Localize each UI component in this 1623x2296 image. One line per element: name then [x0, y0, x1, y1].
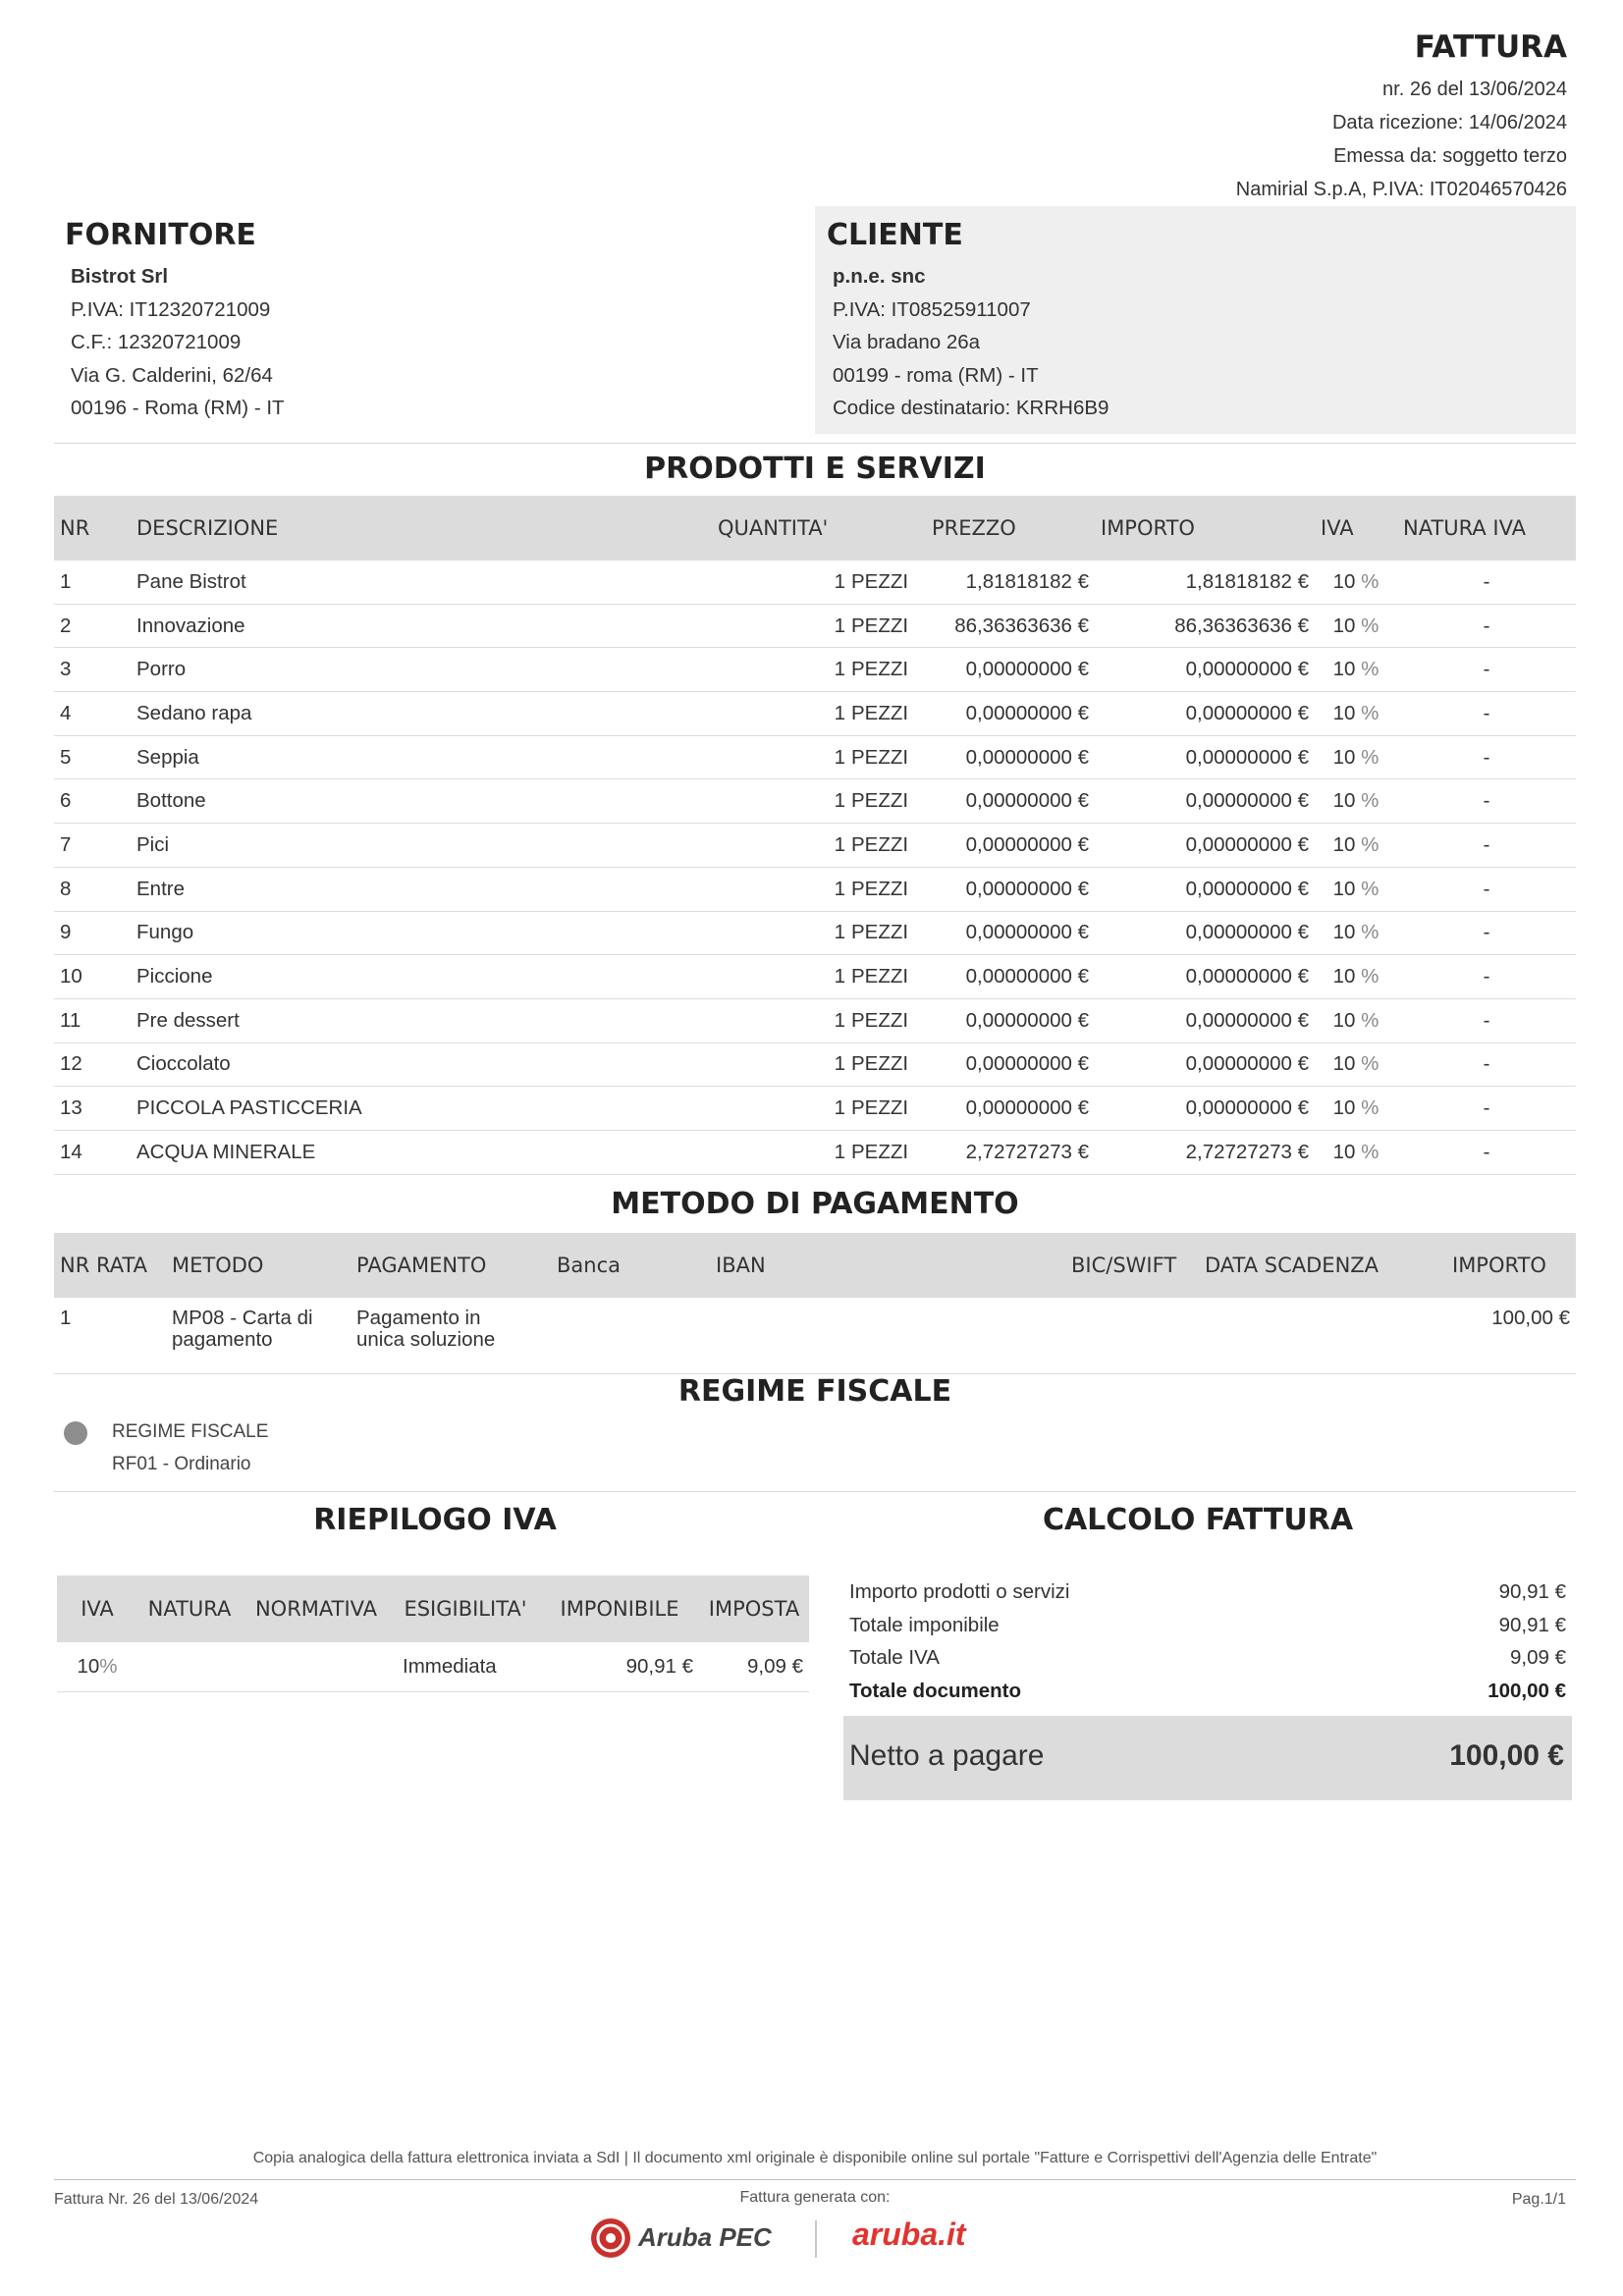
payment-row	[54, 1298, 1576, 1374]
col-vat-imponibile: IMPONIBILE	[540, 1575, 699, 1642]
col-amount: IMPORTO	[1095, 496, 1315, 561]
product-iva-value: 10	[1332, 1008, 1356, 1032]
product-iva-value: 10	[1332, 965, 1356, 988]
product-iva	[1315, 561, 1397, 604]
product-nr: 10	[54, 955, 131, 999]
invoice-header	[880, 29, 1567, 206]
product-iva-percent: %	[1361, 745, 1380, 769]
footer-generated-with: Fattura generata con:	[739, 2189, 891, 2206]
calc-row	[849, 1575, 1566, 1609]
invoice-issued-by: Emessa da: soggetto terzo	[1333, 145, 1567, 167]
product-iva-percent: %	[1361, 1008, 1380, 1032]
product-unit: PEZZI	[845, 648, 926, 692]
product-description: Cioccolato	[131, 1042, 712, 1087]
payment-bank	[551, 1298, 710, 1374]
product-description: Innovazione	[131, 604, 712, 648]
calc-row-value: 9,09 €	[1510, 1646, 1566, 1669]
product-natura-iva: -	[1397, 648, 1576, 692]
product-natura-iva: -	[1397, 692, 1576, 736]
product-iva-value: 10	[1332, 701, 1356, 724]
product-iva	[1315, 779, 1397, 824]
product-amount: 0,00000000 €	[1095, 955, 1315, 999]
supplier-tax-code: C.F.: 12320721009	[71, 331, 242, 353]
calc-row-value: 90,91 €	[1498, 1613, 1566, 1636]
product-natura-iva: -	[1397, 955, 1576, 999]
product-nr: 13	[54, 1087, 131, 1131]
product-amount: 1,81818182 €	[1095, 561, 1315, 604]
product-quantity: 1	[712, 779, 845, 824]
product-nr: 5	[54, 735, 131, 779]
product-price: 0,00000000 €	[926, 735, 1095, 779]
col-iban: IBAN	[710, 1233, 1065, 1298]
product-iva-percent: %	[1361, 832, 1380, 856]
product-iva-value: 10	[1332, 832, 1356, 856]
product-price: 86,36363636 €	[926, 604, 1095, 648]
col-description: DESCRIZIONE	[131, 496, 712, 561]
supplier-vat: P.IVA: IT12320721009	[71, 297, 271, 321]
product-price: 2,72727273 €	[926, 1130, 1095, 1174]
product-row	[54, 604, 1576, 648]
product-quantity: 1	[712, 561, 845, 604]
col-iva: IVA	[1315, 496, 1397, 561]
vat-esigibilita: Immediata	[391, 1642, 540, 1692]
product-quantity: 1	[712, 1130, 845, 1174]
product-natura-iva: -	[1397, 998, 1576, 1042]
product-amount: 0,00000000 €	[1095, 1042, 1315, 1087]
product-iva-percent: %	[1361, 658, 1380, 681]
calc-row-value: 90,91 €	[1498, 1580, 1566, 1603]
payment-method	[166, 1298, 351, 1374]
product-natura-iva: -	[1397, 779, 1576, 824]
product-iva-percent: %	[1361, 965, 1380, 988]
product-iva	[1315, 911, 1397, 955]
col-quantity: QUANTITA'	[712, 496, 845, 561]
invoice-calc-title: CALCOLO FATTURA	[1042, 1503, 1354, 1537]
net-to-pay-label: Netto a pagare	[849, 1739, 1045, 1772]
product-nr: 1	[54, 561, 131, 604]
col-payment-amount: IMPORTO	[1446, 1233, 1576, 1298]
vat-summary-row	[57, 1642, 809, 1692]
supplier-name: Bistrot Srl	[71, 265, 169, 288]
product-description: Porro	[131, 648, 712, 692]
col-bic: BIC/SWIFT	[1065, 1233, 1199, 1298]
product-description: Seppia	[131, 735, 712, 779]
col-rate-nr: NR RATA	[54, 1233, 166, 1298]
product-amount: 0,00000000 €	[1095, 735, 1315, 779]
product-iva-percent: %	[1361, 877, 1380, 900]
product-row	[54, 779, 1576, 824]
products-table	[54, 496, 1576, 1175]
col-price: PREZZO	[926, 496, 1095, 561]
client-vat: P.IVA: IT08525911007	[833, 297, 1031, 321]
invoice-number: nr. 26 del 13/06/2024	[1382, 79, 1567, 100]
product-quantity: 1	[712, 1087, 845, 1131]
product-unit: PEZZI	[845, 1087, 926, 1131]
payment-amount: 100,00 €	[1446, 1298, 1576, 1374]
calc-total-label: Totale documento	[849, 1679, 1022, 1702]
client-city: 00199 - roma (RM) - IT	[833, 363, 1039, 387]
invoice-calc-block	[849, 1575, 1566, 1707]
product-price: 0,00000000 €	[926, 911, 1095, 955]
invoice-received-date: Data ricezione: 14/06/2024	[1331, 112, 1567, 133]
aruba-pec-seal-icon	[589, 2216, 632, 2260]
calc-total-value: 100,00 €	[1488, 1679, 1566, 1702]
product-description: Pici	[131, 824, 712, 868]
product-iva-percent: %	[1361, 921, 1380, 944]
col-vat-iva: IVA	[57, 1575, 137, 1642]
product-iva-value: 10	[1332, 789, 1356, 813]
product-quantity: 1	[712, 604, 845, 648]
product-description: Sedano rapa	[131, 692, 712, 736]
product-price: 0,00000000 €	[926, 867, 1095, 911]
product-amount: 0,00000000 €	[1095, 1087, 1315, 1131]
product-unit: PEZZI	[845, 955, 926, 999]
product-amount: 86,36363636 €	[1095, 604, 1315, 648]
product-natura-iva: -	[1397, 824, 1576, 868]
product-row	[54, 998, 1576, 1042]
product-iva-value: 10	[1332, 745, 1356, 769]
product-iva-percent: %	[1361, 569, 1380, 593]
product-row	[54, 1042, 1576, 1087]
product-amount: 0,00000000 €	[1095, 692, 1315, 736]
product-iva-percent: %	[1361, 701, 1380, 724]
calc-row-label: Totale IVA	[849, 1646, 940, 1669]
product-nr: 4	[54, 692, 131, 736]
product-unit: PEZZI	[845, 867, 926, 911]
calc-total-row	[849, 1675, 1566, 1708]
product-iva-percent: %	[1361, 1052, 1380, 1076]
product-unit: PEZZI	[845, 1130, 926, 1174]
supplier-address: Via G. Calderini, 62/64	[71, 363, 273, 387]
product-quantity: 1	[712, 867, 845, 911]
col-vat-normativa: NORMATIVA	[242, 1575, 391, 1642]
col-vat-imposta: IMPOSTA	[699, 1575, 809, 1642]
product-price: 0,00000000 €	[926, 1042, 1095, 1087]
col-bank: Banca	[551, 1233, 710, 1298]
product-row	[54, 1130, 1576, 1174]
product-nr: 12	[54, 1042, 131, 1087]
product-description: ACQUA MINERALE	[131, 1130, 712, 1174]
net-to-pay-value: 100,00 €	[1449, 1739, 1564, 1772]
product-description: Pane Bistrot	[131, 561, 712, 604]
calc-row	[849, 1609, 1566, 1642]
aruba-pec-logo	[589, 2214, 795, 2263]
vat-imposta: 9,09 €	[699, 1642, 809, 1692]
client-name: p.n.e. snc	[833, 265, 926, 288]
regime-title: REGIME FISCALE	[677, 1374, 952, 1409]
col-vat-esigibilita: ESIGIBILITA'	[391, 1575, 540, 1642]
vat-summary-title: RIEPILOGO IVA	[313, 1503, 557, 1537]
payment-method-line1: MP08 - Carta di	[172, 1307, 313, 1329]
product-iva-percent: %	[1361, 1096, 1380, 1120]
payment-rate-nr: 1	[54, 1298, 166, 1374]
product-unit: PEZZI	[845, 911, 926, 955]
product-row	[54, 824, 1576, 868]
product-unit: PEZZI	[845, 692, 926, 736]
vat-normativa	[242, 1642, 391, 1692]
product-unit: PEZZI	[845, 735, 926, 779]
vat-rate-value: 10	[77, 1655, 100, 1678]
col-unit	[845, 496, 926, 561]
payment-terms	[351, 1298, 551, 1374]
footer-page-number: Pag.1/1	[1511, 2191, 1566, 2208]
divider	[54, 443, 1576, 444]
product-natura-iva: -	[1397, 1042, 1576, 1087]
product-iva	[1315, 824, 1397, 868]
product-price: 0,00000000 €	[926, 1087, 1095, 1131]
footer-note: Copia analogica della fattura elettronica inviata a SdI | Il documento xml originale è disponibile online sul portale "Fatture e Corrispettivi dell'Agenzia delle Entrate"	[252, 2150, 1378, 2166]
product-unit: PEZZI	[845, 561, 926, 604]
product-amount: 0,00000000 €	[1095, 824, 1315, 868]
product-price: 0,00000000 €	[926, 692, 1095, 736]
invoice-title: FATTURA	[1414, 29, 1567, 65]
vat-summary-table	[57, 1575, 809, 1692]
product-nr: 14	[54, 1130, 131, 1174]
supplier-city: 00196 - Roma (RM) - IT	[71, 397, 285, 419]
product-nr: 11	[54, 998, 131, 1042]
product-iva-value: 10	[1332, 658, 1356, 681]
payment-title: METODO DI PAGAMENTO	[611, 1187, 1019, 1221]
product-natura-iva: -	[1397, 867, 1576, 911]
product-iva	[1315, 604, 1397, 648]
net-to-pay-box	[843, 1716, 1572, 1800]
product-natura-iva: -	[1397, 735, 1576, 779]
vat-rate	[57, 1642, 137, 1692]
product-amount: 0,00000000 €	[1095, 867, 1315, 911]
product-iva	[1315, 1042, 1397, 1087]
product-quantity: 1	[712, 648, 845, 692]
product-nr: 8	[54, 867, 131, 911]
product-iva	[1315, 1087, 1397, 1131]
regime-label: REGIME FISCALE	[112, 1421, 269, 1442]
product-iva	[1315, 1130, 1397, 1174]
supplier-block	[65, 218, 752, 425]
product-unit: PEZZI	[845, 1042, 926, 1087]
product-iva-value: 10	[1332, 921, 1356, 944]
client-title: CLIENTE	[827, 218, 963, 252]
calc-row-label: Totale imponibile	[849, 1613, 1000, 1636]
product-unit: PEZZI	[845, 604, 926, 648]
product-iva	[1315, 648, 1397, 692]
product-quantity: 1	[712, 692, 845, 736]
product-row	[54, 867, 1576, 911]
product-nr: 2	[54, 604, 131, 648]
product-quantity: 1	[712, 824, 845, 868]
product-price: 0,00000000 €	[926, 955, 1095, 999]
product-row	[54, 1087, 1576, 1131]
footer-divider	[54, 2179, 1576, 2180]
vat-natura	[137, 1642, 242, 1692]
client-address: Via bradano 26a	[833, 331, 981, 353]
product-description: Pre dessert	[131, 998, 712, 1042]
payment-table	[54, 1233, 1576, 1374]
product-iva	[1315, 692, 1397, 736]
footer-invoice-ref: Fattura Nr. 26 del 13/06/2024	[54, 2191, 259, 2208]
product-description: Entre	[131, 867, 712, 911]
aruba-pec-text: Aruba PEC	[638, 2222, 772, 2252]
product-natura-iva: -	[1397, 561, 1576, 604]
product-iva	[1315, 735, 1397, 779]
product-iva-value: 10	[1332, 1052, 1356, 1076]
product-description: Bottone	[131, 779, 712, 824]
product-iva-value: 10	[1332, 1096, 1356, 1120]
product-iva-value: 10	[1332, 877, 1356, 900]
product-price: 1,81818182 €	[926, 561, 1095, 604]
product-natura-iva: -	[1397, 604, 1576, 648]
product-row	[54, 955, 1576, 999]
aruba-it-logo: aruba.it	[852, 2216, 966, 2252]
product-price: 0,00000000 €	[926, 779, 1095, 824]
product-natura-iva: -	[1397, 911, 1576, 955]
product-price: 0,00000000 €	[926, 998, 1095, 1042]
product-nr: 7	[54, 824, 131, 868]
logo-separator	[815, 2220, 817, 2258]
calc-row-label: Importo prodotti o servizi	[849, 1580, 1070, 1603]
product-price: 0,00000000 €	[926, 824, 1095, 868]
product-iva-value: 10	[1332, 614, 1356, 637]
payment-bic	[1065, 1298, 1199, 1374]
product-amount: 2,72727273 €	[1095, 1130, 1315, 1174]
product-quantity: 1	[712, 998, 845, 1042]
col-vat-natura: NATURA	[137, 1575, 242, 1642]
product-row	[54, 648, 1576, 692]
product-natura-iva: -	[1397, 1130, 1576, 1174]
product-iva	[1315, 955, 1397, 999]
supplier-title: FORNITORE	[65, 218, 256, 252]
payment-method-line2: pagamento	[172, 1328, 273, 1351]
product-nr: 6	[54, 779, 131, 824]
product-row	[54, 561, 1576, 604]
col-payment: PAGAMENTO	[351, 1233, 551, 1298]
product-description: PICCOLA PASTICCERIA	[131, 1087, 712, 1131]
product-unit: PEZZI	[845, 998, 926, 1042]
product-quantity: 1	[712, 955, 845, 999]
product-quantity: 1	[712, 1042, 845, 1087]
payment-due-date	[1199, 1298, 1446, 1374]
product-iva	[1315, 867, 1397, 911]
product-unit: PEZZI	[845, 779, 926, 824]
product-amount: 0,00000000 €	[1095, 648, 1315, 692]
vat-rate-percent: %	[99, 1655, 118, 1678]
vat-imponibile: 90,91 €	[540, 1642, 699, 1692]
product-amount: 0,00000000 €	[1095, 779, 1315, 824]
regime-value: RF01 - Ordinario	[112, 1454, 251, 1474]
product-natura-iva: -	[1397, 1087, 1576, 1131]
product-description: Fungo	[131, 911, 712, 955]
product-iva-percent: %	[1361, 789, 1380, 813]
product-row	[54, 692, 1576, 736]
product-description: Piccione	[131, 955, 712, 999]
client-destination-code: Codice destinatario: KRRH6B9	[833, 397, 1109, 419]
product-row	[54, 911, 1576, 955]
payment-iban	[710, 1298, 1065, 1374]
payment-terms-line2: unica soluzione	[356, 1328, 496, 1351]
product-nr: 3	[54, 648, 131, 692]
payment-terms-line1: Pagamento in	[356, 1307, 481, 1329]
product-quantity: 1	[712, 735, 845, 779]
product-iva-percent: %	[1361, 614, 1380, 637]
product-iva	[1315, 998, 1397, 1042]
product-iva-value: 10	[1332, 569, 1356, 593]
product-iva-value: 10	[1332, 1140, 1356, 1163]
product-unit: PEZZI	[845, 824, 926, 868]
product-row	[54, 735, 1576, 779]
product-price: 0,00000000 €	[926, 648, 1095, 692]
col-due-date: DATA SCADENZA	[1199, 1233, 1446, 1298]
calc-row	[849, 1641, 1566, 1675]
col-natura-iva: NATURA IVA	[1397, 496, 1576, 561]
product-amount: 0,00000000 €	[1095, 998, 1315, 1042]
bullet-icon	[64, 1421, 87, 1445]
invoice-issuer: Namirial S.p.A, P.IVA: IT02046570426	[1235, 179, 1567, 200]
col-method: METODO	[166, 1233, 351, 1298]
divider	[54, 1491, 1576, 1492]
client-block	[815, 206, 1576, 434]
product-amount: 0,00000000 €	[1095, 911, 1315, 955]
product-quantity: 1	[712, 911, 845, 955]
product-iva-percent: %	[1361, 1140, 1380, 1163]
product-nr: 9	[54, 911, 131, 955]
col-nr: NR	[54, 496, 131, 561]
products-title: PRODOTTI E SERVIZI	[644, 452, 986, 486]
